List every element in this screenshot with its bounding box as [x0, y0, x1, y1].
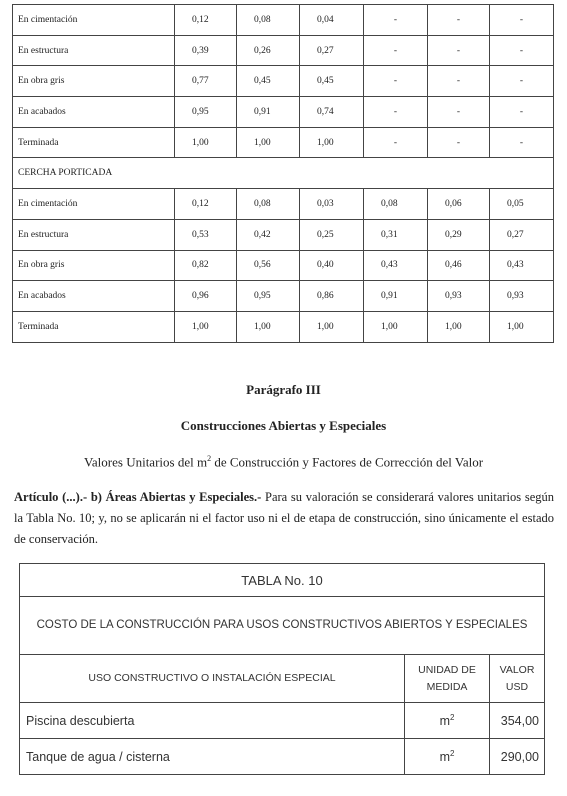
tabla10-header-row — [20, 655, 545, 703]
tabla10-subtitle-row — [20, 597, 545, 655]
factor-cell: - — [490, 5, 554, 36]
factor-cell: 1,00 — [364, 311, 428, 342]
article-text: Para su valoración se considerará valores unitarios según la Tabla No. 10; y, no se aplicarán ni el factor uso ni el de etapa de construcción, sino únicamente el estado de conservación. — [14, 490, 554, 546]
factor-cell: - — [490, 66, 554, 97]
factor-cell: - — [364, 5, 428, 36]
row-label: En cimentación — [13, 189, 175, 220]
factor-cell: 1,00 — [175, 127, 237, 158]
factor-cell: 0,93 — [490, 281, 554, 312]
row-label: En acabados — [13, 97, 175, 128]
factor-cell: 0,74 — [300, 97, 364, 128]
row-label: Terminada — [13, 311, 175, 342]
table-row — [13, 35, 554, 66]
table-row — [13, 5, 554, 36]
factor-cell: 1,00 — [237, 311, 300, 342]
factor-cell: - — [428, 35, 490, 66]
tabla10-title-row — [20, 564, 545, 597]
paragraph-title: Parágrafo III — [246, 382, 321, 397]
section-row — [13, 158, 554, 189]
table-row — [13, 189, 554, 220]
table-row — [13, 66, 554, 97]
table-row — [13, 97, 554, 128]
factor-cell: 0,93 — [428, 281, 490, 312]
uso-cell: Piscina descubierta — [20, 703, 405, 739]
factor-cell: 0,95 — [175, 97, 237, 128]
factor-cell: 0,05 — [490, 189, 554, 220]
unidad-base: m — [439, 750, 450, 765]
factor-cell: 1,00 — [490, 311, 554, 342]
factor-cell: 0,08 — [364, 189, 428, 220]
factor-cell: - — [428, 127, 490, 158]
row-label: Terminada — [13, 127, 175, 158]
factor-cell: 1,00 — [428, 311, 490, 342]
factor-cell: 0,56 — [237, 250, 300, 281]
row-label: En cimentación — [13, 5, 175, 36]
uso-cell: Tanque de agua / cisterna — [20, 739, 405, 775]
table-row — [20, 739, 545, 775]
unidad-cell — [405, 739, 490, 775]
factor-cell: 0,40 — [300, 250, 364, 281]
factor-cell: - — [428, 66, 490, 97]
header-valor: VALOR USD — [490, 655, 545, 703]
unidad-exponent: 2 — [449, 712, 455, 722]
row-label: En obra gris — [13, 66, 175, 97]
factor-cell: 0,29 — [428, 219, 490, 250]
valor-cell: 290,00 — [490, 739, 545, 775]
factor-cell: - — [490, 35, 554, 66]
article-paragraph — [14, 487, 554, 550]
factor-cell: - — [490, 127, 554, 158]
factor-cell: 1,00 — [237, 127, 300, 158]
valor-cell: 354,00 — [490, 703, 545, 739]
factor-cell: 0,27 — [300, 35, 364, 66]
unidad-base: m — [439, 714, 450, 729]
factor-cell: 0,04 — [300, 5, 364, 36]
factor-cell: 0,86 — [300, 281, 364, 312]
factor-cell: 0,91 — [364, 281, 428, 312]
factor-cell: 0,31 — [364, 219, 428, 250]
table-row — [13, 311, 554, 342]
table-row — [13, 127, 554, 158]
factor-cell: 0,95 — [237, 281, 300, 312]
factor-cell: 0,53 — [175, 219, 237, 250]
factor-cell: 0,08 — [237, 189, 300, 220]
factor-cell: 0,45 — [300, 66, 364, 97]
factor-cell: 0,43 — [490, 250, 554, 281]
factor-cell: 0,46 — [428, 250, 490, 281]
row-label: En estructura — [13, 219, 175, 250]
factor-cell: 0,25 — [300, 219, 364, 250]
factor-cell: 0,08 — [237, 5, 300, 36]
table-row — [13, 219, 554, 250]
factor-cell: 1,00 — [300, 311, 364, 342]
factor-cell: 1,00 — [300, 127, 364, 158]
factor-cell: - — [428, 5, 490, 36]
table-row — [13, 281, 554, 312]
factor-cell: - — [364, 97, 428, 128]
section-label: CERCHA PORTICADA — [13, 158, 554, 189]
factor-cell: - — [428, 97, 490, 128]
unidad-cell — [405, 703, 490, 739]
factor-cell: - — [364, 127, 428, 158]
row-label: En acabados — [13, 281, 175, 312]
table-row — [13, 250, 554, 281]
article-heading: b) Áreas Abiertas y Especiales.- — [90, 490, 262, 504]
row-label: En estructura — [13, 35, 175, 66]
subtitle: Valores Unitarios del $m^2$ de Construcción y Factores de Corrección del Valor — [83, 454, 484, 470]
factor-cell: - — [364, 66, 428, 97]
factor-cell: 0,12 — [175, 189, 237, 220]
tabla-10 — [19, 563, 545, 775]
factor-cell: - — [490, 97, 554, 128]
row-label: En obra gris — [13, 250, 175, 281]
factor-cell: 0,82 — [175, 250, 237, 281]
tabla10-title: TABLA No. 10 — [20, 564, 545, 597]
tabla10-subtitle: COSTO DE LA CONSTRUCCIÓN PARA USOS CONSTRUCTIVOS ABIERTOS Y ESPECIALES — [20, 597, 545, 655]
factor-cell: 0,39 — [175, 35, 237, 66]
table-row — [20, 703, 545, 739]
factor-cell: 0,43 — [364, 250, 428, 281]
article-label: Artículo (...).- — [14, 490, 88, 504]
header-uso: USO CONSTRUCTIVO O INSTALACIÓN ESPECIAL — [20, 655, 405, 703]
factor-cell: 1,00 — [175, 311, 237, 342]
factor-cell: 0,77 — [175, 66, 237, 97]
header-unidad: UNIDAD DE MEDIDA — [405, 655, 490, 703]
factor-cell: 0,03 — [300, 189, 364, 220]
unidad-exponent: 2 — [449, 748, 455, 758]
factor-cell: 0,45 — [237, 66, 300, 97]
factor-cell: 0,12 — [175, 5, 237, 36]
factor-cell: - — [364, 35, 428, 66]
factor-cell: 0,96 — [175, 281, 237, 312]
factor-table — [12, 4, 554, 343]
factor-cell: 0,42 — [237, 219, 300, 250]
section-title: Construcciones Abiertas y Especiales — [180, 418, 387, 433]
factor-cell: 0,91 — [237, 97, 300, 128]
factor-cell: 0,27 — [490, 219, 554, 250]
factor-cell: 0,06 — [428, 189, 490, 220]
factor-cell: 0,26 — [237, 35, 300, 66]
